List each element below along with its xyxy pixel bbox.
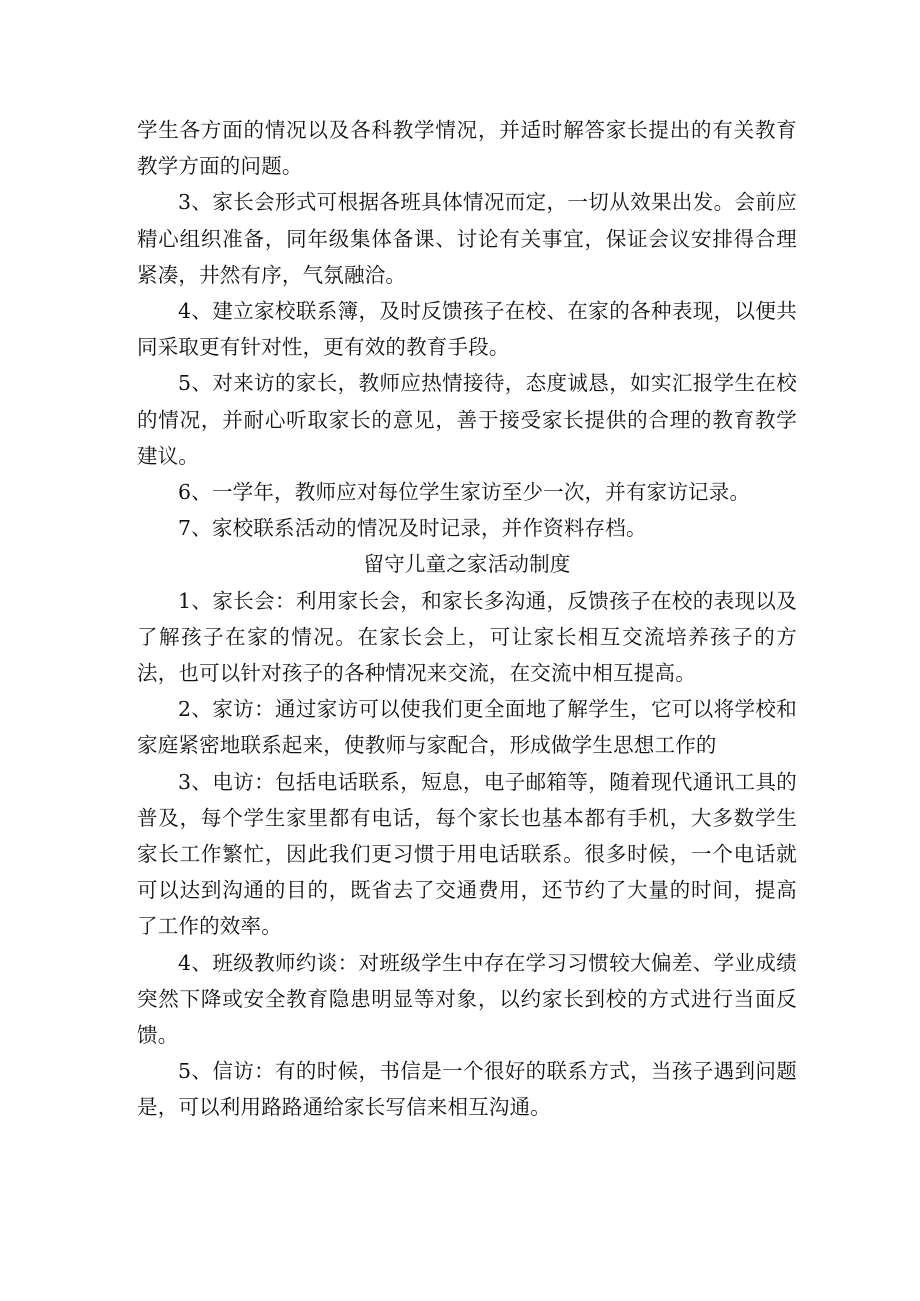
paragraph-home-visit: 2、家访：通过家访可以使我们更全面地了解学生，它可以将学校和家庭紧密地联系起来，使教师与家配合，形成做学生思想工作的	[137, 697, 797, 758]
section-title: 留守儿童之家活动制度	[363, 552, 571, 577]
paragraph-continued: 学生各方面的情况以及各科教学情况，并适时解答家长提出的有关教育教学方面的问题。	[137, 118, 797, 179]
paragraph-item-3: 3、家长会形式可根据各班具体情况而定，一切从效果出发。会前应精心组织准备，同年级集体备课、讨论有关事宜，保证会议安排得合理紧凑，井然有序，气氛融洽。	[137, 190, 797, 287]
paragraph-item-6: 6、一学年，教师应对每位学生家访至少一次，并有家访记录。	[178, 480, 751, 505]
paragraph-parent-meeting: 1、家长会：利用家长会，和家长多沟通，反馈孩子在校的表现以及了解孩子在家的情况。在家长会上，可让家长相互交流培养孩子的方法，也可以针对孩子的各种情况来交流，在交流中相互提高。	[137, 588, 797, 686]
paragraph-teacher-interview: 4、班级教师约谈：对班级学生中存在学习习惯较大偏差、学业成绩突然下降或安全教育隐患明显等对象，以约家长到校的方式进行当面反馈。	[137, 950, 797, 1048]
paragraph-item-4: 4、建立家校联系簿，及时反馈孩子在校、在家的各种表现，以便共同采取更有针对性，更有效的教育手段。	[137, 299, 797, 360]
paragraph-item-7: 7、家校联系活动的情况及时记录，并作资料存档。	[178, 516, 647, 541]
document-body	[137, 112, 797, 1126]
paragraph-phone-visit: 3、电访：包括电话联系，短息，电子邮箱等，随着现代通讯工具的普及，每个学生家里都有电话，每个家长也基本都有手机，大多数学生家长工作繁忙，因此我们更习惯于用电话联系。很多时候，一个电话就可以达到沟通的目的，既省去了交通费用，还节约了大量的时间，提高了工作的效率。	[137, 769, 797, 939]
paragraph-letter-visit: 5、信访：有的时候，书信是一个很好的联系方式，当孩子遇到问题是，可以利用路路通给家长写信来相互沟通。	[137, 1059, 797, 1120]
paragraph-item-5: 5、对来访的家长，教师应热情接待，态度诚恳，如实汇报学生在校的情况，并耐心听取家长的意见，善于接受家长提供的合理的教育教学建议。	[137, 371, 797, 468]
